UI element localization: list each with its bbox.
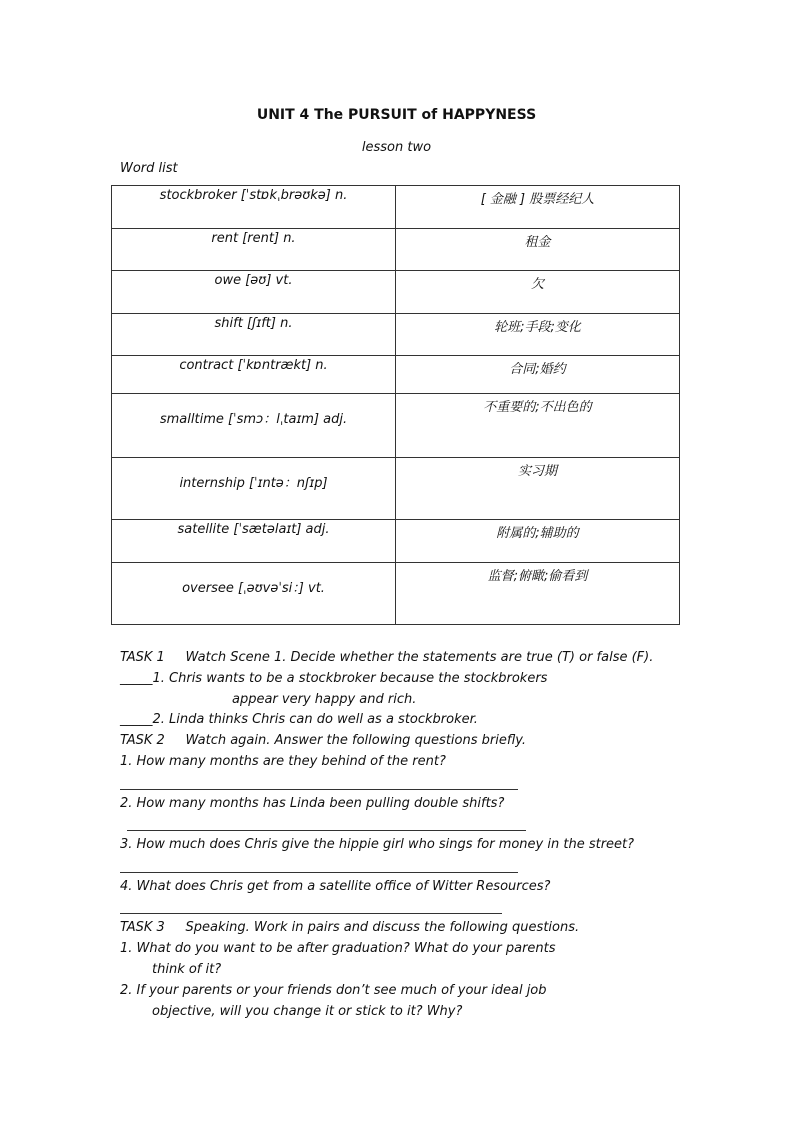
task3-heading: TASK 3 Speaking. Work in pairs and discuss the following questions. [120, 920, 580, 936]
word-row [112, 458, 680, 520]
word-row [112, 271, 680, 314]
word-row [112, 314, 680, 356]
task3-question-2-cont: objective, will you change it or stick to it? Why? [152, 1003, 463, 1019]
task1-statement-2: _____2. Linda thinks Chris can do well as a stockbroker. [120, 712, 478, 728]
word-meaning: 监督;俯瞰;偷看到 [396, 563, 680, 625]
task1-heading: TASK 1 Watch Scene 1. Decide whether the statements are true (T) or false (F). [120, 650, 654, 665]
answer-space [120, 814, 680, 835]
tasks-section [120, 648, 680, 1022]
word-meaning: 欠 [396, 271, 680, 314]
word-term: contract [ˈkɒntrækt] n. [112, 356, 396, 394]
word-term: smalltime [ˈsmɔ：lˌtaɪm] adj. [112, 394, 396, 458]
answer-line-1 [120, 789, 518, 790]
word-term: oversee [ˌəʊvəˈsi：] vt. [112, 563, 396, 625]
answer-line-3 [120, 872, 518, 873]
word-meaning: 不重要的;不出色的 [396, 394, 680, 458]
word-meaning: 实习期 [396, 458, 680, 520]
word-row [112, 356, 680, 394]
word-row [112, 563, 680, 625]
word-meaning: 附属的;辅助的 [396, 520, 680, 563]
word-row [112, 186, 680, 229]
task2-heading: TASK 2 Watch again. Answer the following questions briefly. [120, 733, 527, 749]
answer-space [120, 898, 680, 919]
word-row [112, 229, 680, 271]
task2-question-1: 1. How many months are they behind of the rent? [120, 753, 446, 769]
task2-question-2: 2. How many months has Linda been pulling double shifts? [120, 795, 505, 811]
task3-question-1-cont: think of it? [152, 961, 222, 977]
word-meaning: [ 金融 ] 股票经纪人 [396, 186, 680, 229]
answer-space [120, 856, 680, 877]
word-term: internship [ˈɪntə：nʃɪp] [112, 458, 396, 520]
word-row [112, 394, 680, 458]
word-meaning: 轮班;手段;变化 [396, 314, 680, 356]
word-row [112, 520, 680, 563]
word-term: owe [əʊ] vt. [112, 271, 396, 314]
answer-space [120, 773, 680, 794]
task1-statement-1-cont: appear very happy and rich. [232, 691, 417, 707]
word-meaning: 租金 [396, 229, 680, 271]
task3-question-2: 2. If your parents or your friends don’t see much of your ideal job [120, 982, 547, 998]
word-term: satellite [ˈsætəlaɪt] adj. [112, 520, 396, 563]
task2-question-3: 3. How much does Chris give the hippie girl who sings for money in the street? [120, 837, 635, 853]
lesson-subtitle: lesson two [361, 140, 432, 155]
answer-line-4 [120, 913, 502, 914]
word-term: rent [rent] n. [112, 229, 396, 271]
word-list-label: Word list [120, 161, 178, 176]
answer-line-2 [127, 830, 526, 831]
word-list-table [111, 185, 680, 625]
task1-statement-1: _____1. Chris wants to be a stockbroker because the stockbrokers [120, 670, 548, 686]
word-meaning: 合同;婚约 [396, 356, 680, 394]
unit-title: UNIT 4 The PURSUIT of HAPPYNESS [256, 107, 537, 123]
word-term: shift [ʃɪft] n. [112, 314, 396, 356]
task3-question-1: 1. What do you want to be after graduation? What do your parents [120, 941, 556, 957]
task2-question-4: 4. What does Chris get from a satellite office of Witter Resources? [120, 878, 551, 894]
word-term: stockbroker [ˈstɒkˌbrəʊkə] n. [112, 186, 396, 229]
